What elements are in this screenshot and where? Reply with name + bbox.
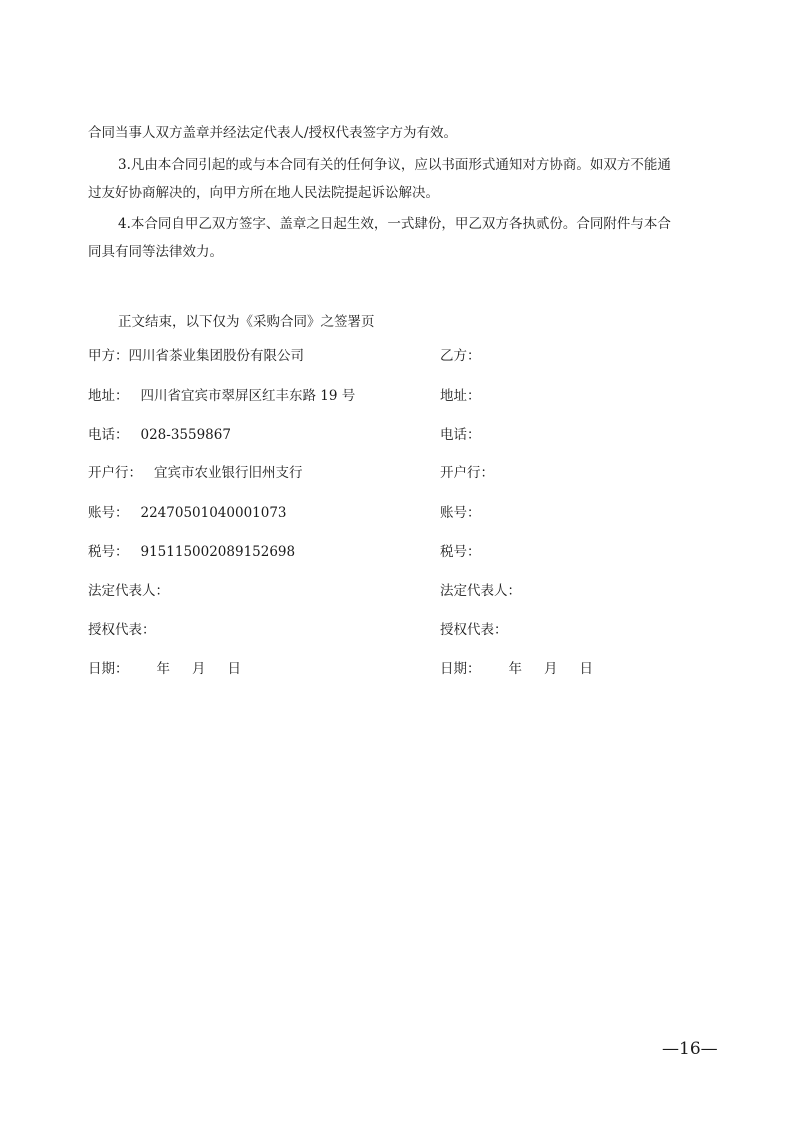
party-a-bank-label: 开户行： xyxy=(88,465,142,481)
party-b-bank-label: 开户行： xyxy=(440,465,494,481)
party-a-bank: 宜宾市农业银行旧州支行 xyxy=(154,465,303,481)
party-a-address: 四川省宜宾市翠屏区红丰东路 19 号 xyxy=(140,388,356,404)
party-a-account: 22470501040001073 xyxy=(140,505,287,521)
party-a-date-month: 月 xyxy=(192,661,206,677)
party-a-bank-row xyxy=(88,463,303,483)
party-a-tax-row xyxy=(88,542,295,562)
contract-paragraph-line: 过友好协商解决的，向甲方所在地人民法院提起诉讼解决。 xyxy=(88,185,439,201)
party-b-date-day: 日 xyxy=(579,661,593,677)
party-a-name-row xyxy=(88,346,304,366)
contract-paragraph-line: 同具有同等法律效力。 xyxy=(88,244,223,260)
party-a-phone-row xyxy=(88,425,231,445)
party-a-date-label: 日期： xyxy=(88,661,129,677)
party-a-name-label: 甲方： xyxy=(88,348,129,364)
party-b-date-month: 月 xyxy=(544,661,558,677)
party-b-date-row xyxy=(440,659,593,679)
party-b-address-label: 地址： xyxy=(440,388,481,404)
party-b-date-label: 日期： xyxy=(440,661,481,677)
party-b-phone-label: 电话： xyxy=(440,427,481,443)
party-b-account-label: 账号： xyxy=(440,505,481,521)
party-b-date-year: 年 xyxy=(508,661,522,677)
party-a-auth-rep-label: 授权代表： xyxy=(88,622,156,638)
party-a-account-row xyxy=(88,503,287,523)
party-b-auth-rep-label: 授权代表： xyxy=(440,622,508,638)
party-a-address-row xyxy=(88,386,355,406)
contract-paragraph-line: 4.本合同自甲乙双方签字、盖章之日起生效，一式肆份，甲乙双方各执贰份。合同附件与本合 xyxy=(118,216,671,232)
party-a-phone: 028-3559867 xyxy=(140,427,231,443)
signature-page-intro: 正文结束，以下仅为《采购合同》之签署页 xyxy=(118,314,375,330)
contract-paragraph-line: 合同当事人双方盖章并经法定代表人/授权代表签字方为有效。 xyxy=(88,125,458,141)
party-a-account-label: 账号： xyxy=(88,505,129,521)
party-a-date-row xyxy=(88,659,241,679)
party-a-phone-label: 电话： xyxy=(88,427,129,443)
party-a-tax-label: 税号： xyxy=(88,544,129,560)
party-b-legal-rep-label: 法定代表人： xyxy=(440,583,521,599)
party-b-tax-label: 税号： xyxy=(440,544,481,560)
party-a-name: 四川省茶业集团股份有限公司 xyxy=(128,348,304,364)
party-a-address-label: 地址： xyxy=(88,388,129,404)
party-a-tax: 915115002089152698 xyxy=(140,544,296,560)
party-a-legal-rep-label: 法定代表人： xyxy=(88,583,169,599)
page-number: —16— xyxy=(662,1039,718,1059)
party-a-date-day: 日 xyxy=(227,661,241,677)
party-a-date-year: 年 xyxy=(156,661,170,677)
contract-paragraph-line: 3.凡由本合同引起的或与本合同有关的任何争议，应以书面形式通知对方协商。如双方不能通 xyxy=(118,157,671,173)
party-b-name-label: 乙方： xyxy=(440,348,481,364)
